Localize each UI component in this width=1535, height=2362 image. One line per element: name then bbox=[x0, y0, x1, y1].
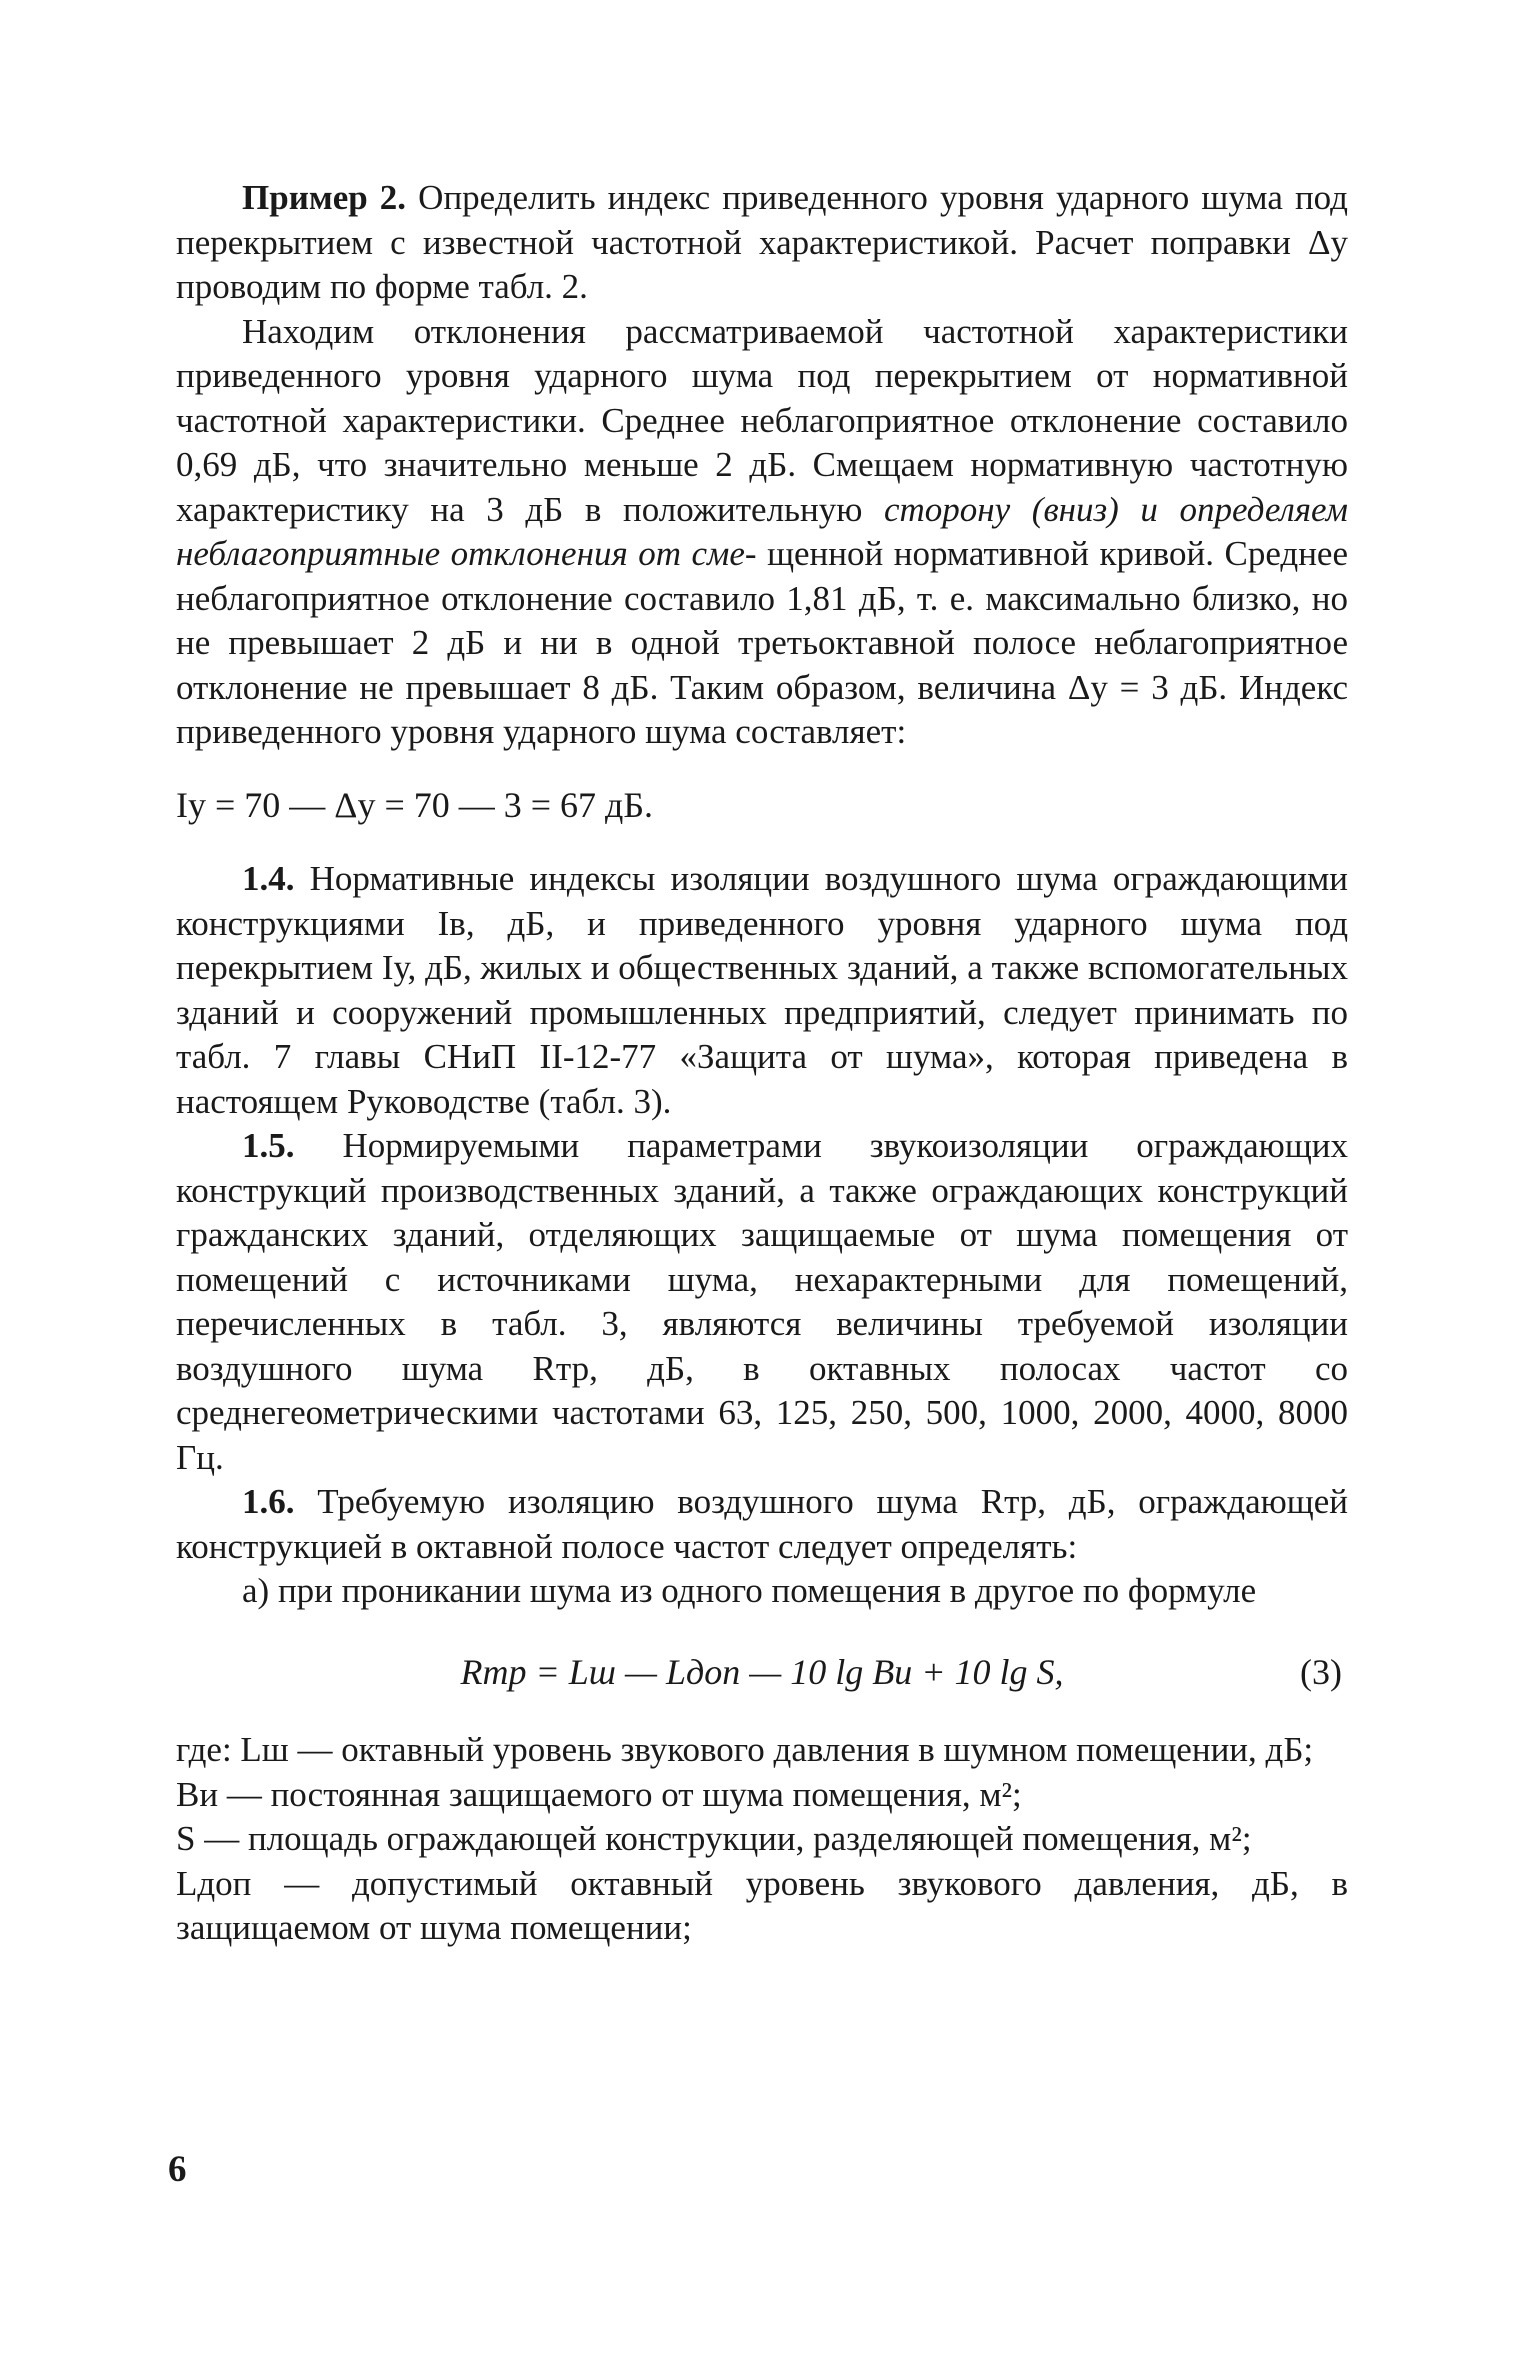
required-isolation-formula: Rтр = Lш — Lдоп — 10 lg Bи + 10 lg S, bbox=[460, 1651, 1064, 1692]
item-a: а) при проникании шума из одного помещения в другое по формуле bbox=[242, 1571, 1257, 1610]
page-number: 6 bbox=[168, 2149, 187, 2190]
legend-item: где: Lш — октавный уровень звукового давления в шумном помещении, дБ; bbox=[176, 1730, 1314, 1769]
legend-item: Lдоп — допустимый октавный уровень звукового давления, дБ, в защищаемом от шума помещении; bbox=[176, 1863, 1348, 1947]
deviation-paragraph bbox=[176, 310, 1348, 755]
section-text: Нормируемыми параметрами звукоизоляции ограждающих конструкций производственных зданий, а также ограждающих конструкций гражданских зданий, отделяющих защищаемые от шума помещения от помещений с источниками шума, нехарактерными для помещений, перечисленных в табл. 3, являются величины требуемой изоляции воздушного шума Rтр, дБ, в октавных полосах частот со среднегеометрическими частотами 63, 125, 250, 500, 1000, 2000, 4000, 8000 Гц. bbox=[176, 1126, 1349, 1477]
deviation-text: Находим отклонения рассматриваемой частотной характеристики приведенного уровня ударного шума под перекрытием от нормативной частотной характеристики. Среднее неблагоприятное отклонение составило 0,69 дБ, что значительно меньше 2 дБ. Смещаем нормативную частотную характеристику на 3 дБ в положительную bbox=[176, 311, 1348, 529]
index-formula: Iу = 70 — Δу = 70 — 3 = 67 дБ. bbox=[176, 784, 654, 825]
example-paragraph bbox=[176, 176, 1348, 310]
section-text: Нормативные индексы изоляции воздушного шума ограждающими конструкциями Iв, дБ, и приведенного уровня ударного шума под перекрытием Iу, дБ, жилых и общественных зданий, а также вспомогательных зданий и сооружений промышленных предприятий, следует принимать по табл. 7 главы СНиП II-12-77 «Защита от шума», которая приведена в настоящем Руководстве (табл. 3). bbox=[176, 859, 1348, 1121]
section-number: 1.4. bbox=[242, 859, 295, 898]
formula-legend bbox=[176, 1728, 1348, 1951]
deviation-text-end: щенной нормативной кривой. Среднее неблагоприятное отклонение составило 1,81 дБ, т. е. максимально близко, но не превышает 2 дБ и ни в одной третьоктавной полосе неблагоприятное отклонение не превышает 8 дБ. Таким образом, величина Δу = 3 дБ. Индекс приведенного уровня ударного шума составляет: bbox=[176, 534, 1349, 751]
legend-item: S — площадь ограждающей конструкции, разделяющей помещения, м²; bbox=[176, 1819, 1252, 1858]
section-1-4 bbox=[176, 857, 1348, 1124]
deviation-italic-text: сторону (вниз) и определяем неблагоприятные отклонения от сме- bbox=[176, 489, 1349, 573]
text-column bbox=[176, 176, 1348, 1951]
example-lead: Пример 2. bbox=[242, 178, 407, 217]
section-1-6 bbox=[176, 1480, 1348, 1569]
example-text: Определить индекс приведенного уровня ударного шума под перекрытием с известной частотной характеристикой. Расчет поправки Δу проводим по форме табл. 2. bbox=[176, 178, 1348, 306]
section-1-5 bbox=[176, 1124, 1348, 1480]
section-text: Требуемую изоляцию воздушного шума Rтр, дБ, ограждающей конструкцией в октавной полосе частот следует определять: bbox=[176, 1482, 1349, 1566]
equation-number: (3) bbox=[1300, 1651, 1342, 1692]
section-number: 1.5. bbox=[242, 1126, 295, 1165]
formula-3 bbox=[176, 1650, 1348, 1695]
section-number: 1.6. bbox=[242, 1482, 295, 1521]
legend-item: Bи — постоянная защищаемого от шума помещения, м²; bbox=[176, 1774, 1022, 1814]
